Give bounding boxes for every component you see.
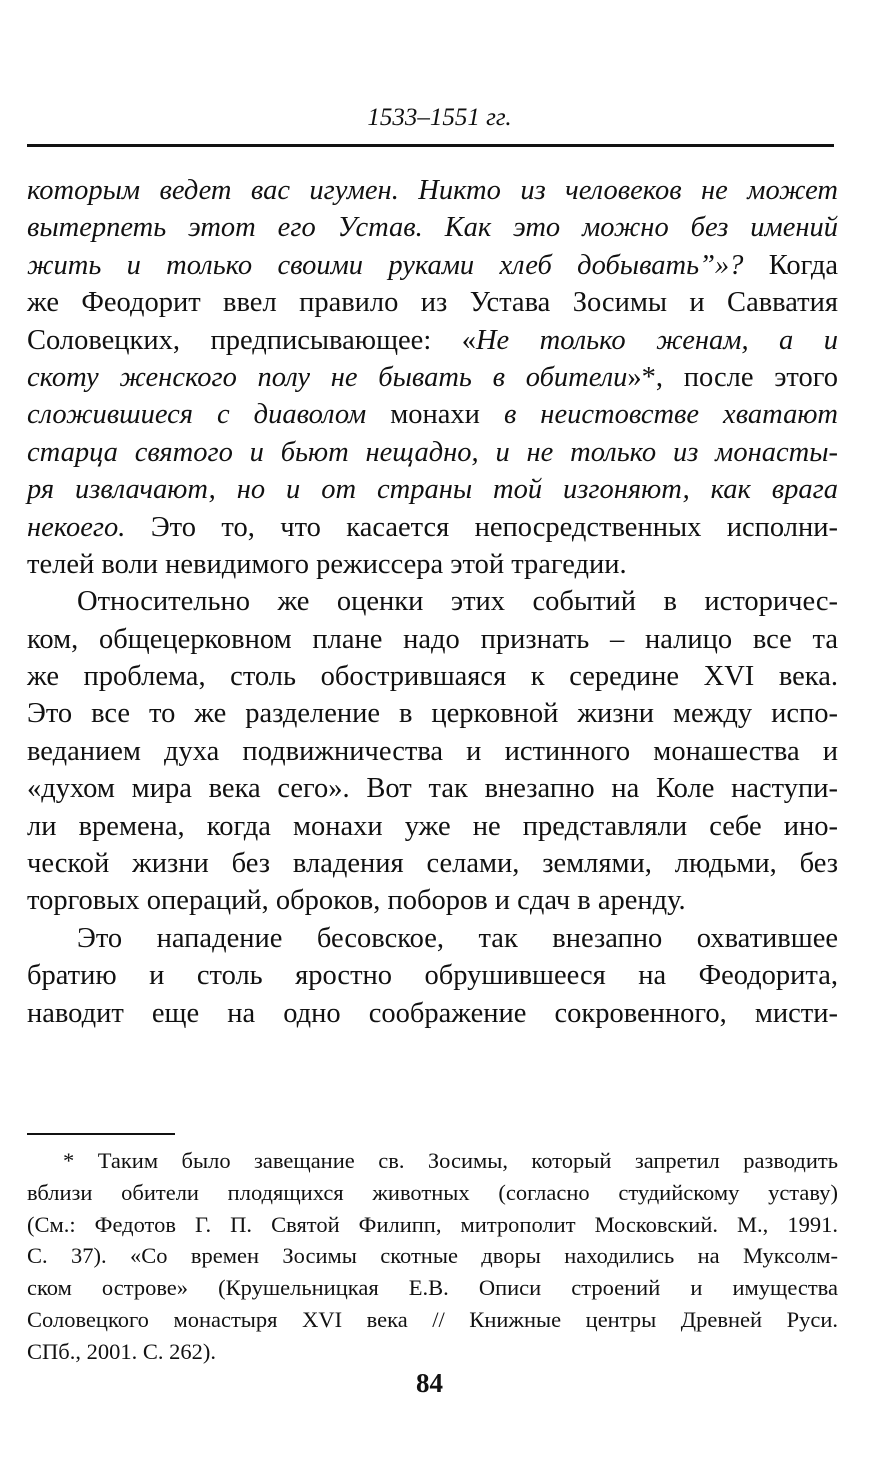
text-line	[27, 172, 838, 209]
header-rule	[27, 144, 834, 147]
text-line	[27, 770, 838, 807]
text-line	[27, 957, 838, 994]
footnote-line: Соловецкого монастыря XVI века // Книжные центры Древней Руси.	[27, 1306, 838, 1332]
text-segment: торговых операций, оброков, поборов и сдач в аренду.	[27, 885, 686, 917]
body-text	[27, 172, 838, 1032]
text-line	[27, 733, 838, 770]
text-line	[27, 209, 838, 246]
text-line	[27, 920, 838, 957]
text-segment: ли времена, когда монахи уже не представляли себе ино-	[27, 810, 838, 842]
page-number: 84	[416, 1368, 443, 1398]
text-line	[27, 882, 838, 919]
footnote-line: СПб., 2001. С. 262).	[27, 1338, 216, 1364]
text-segment: веданием духа подвижничества и истинного монашества и	[27, 735, 838, 767]
footnote-rule	[27, 1133, 175, 1135]
italic-quote-segment: в неистовстве хватают	[503, 399, 838, 431]
text-segment: монахи	[366, 399, 504, 431]
text-segment: Это нападение бесовское, так внезапно охватившее	[77, 922, 838, 954]
text-segment: наводит еще на одно соображение сокровенного, мисти-	[27, 997, 838, 1029]
footnote-line: вблизи обители плодящихся животных (согласно студийскому уставу)	[27, 1179, 838, 1205]
text-segment: ком, общецерковном плане надо признать – налицо все та	[27, 623, 838, 655]
text-line	[27, 808, 838, 845]
text-line	[27, 583, 838, 620]
text-line	[27, 509, 838, 546]
text-segment: Это все то же разделение в церковной жизни между испо-	[27, 698, 838, 730]
text-line	[27, 359, 838, 396]
text-line	[27, 284, 838, 321]
italic-quote-segment: скоту женского полу не бывать в обители	[27, 361, 628, 393]
text-line	[27, 471, 838, 508]
text-line	[27, 247, 838, 284]
text-line	[27, 695, 838, 732]
text-segment: Соловецких, предписывающее: «	[27, 324, 476, 356]
footnote-line: (См.: Федотов Г. П. Святой Филипп, митрополит Московский. М., 1991.	[27, 1211, 838, 1237]
italic-quote-segment: жить и только своими руками хлеб добывать”»?	[27, 249, 744, 281]
text-segment: Это то, что касается непосредственных исполни-	[125, 511, 838, 543]
text-segment: Когда	[743, 249, 838, 281]
italic-quote-segment: некоего.	[27, 511, 126, 543]
text-line	[27, 322, 838, 359]
text-line	[27, 845, 838, 882]
text-segment: »*, после этого	[627, 361, 838, 393]
footnote-line: * Таким было завещание св. Зосимы, который запретил разводить	[63, 1148, 838, 1173]
text-line	[27, 621, 838, 658]
text-segment: Относительно же оценки этих событий в историчес-	[77, 586, 838, 618]
footnote-line: С. 37). «Со времен Зосимы скотные дворы находились на Муксолм-	[27, 1243, 838, 1269]
text-segment: же проблема, столь обострившаяся к середине XVI века.	[27, 661, 838, 693]
footnote	[27, 1145, 838, 1368]
text-segment: телей воли невидимого режиссера этой трагедии.	[27, 548, 627, 580]
text-line	[27, 658, 838, 695]
text-segment: же Феодорит ввел правило из Устава Зосимы и Савватия	[27, 287, 838, 319]
italic-quote-segment: Не только женам, а и	[475, 324, 838, 356]
text-segment: «духом мира века сего». Вот так внезапно на Коле наступи-	[27, 773, 838, 805]
italic-quote-segment: сложившиеся с диаволом	[27, 399, 367, 431]
text-line	[27, 396, 838, 433]
running-head: 1533–1551 гг.	[367, 104, 512, 131]
text-segment: ческой жизни без владения селами, землями, людьми, без	[27, 848, 838, 880]
text-line	[27, 995, 838, 1032]
text-line	[27, 434, 838, 471]
italic-quote-segment: старца святого и бьют нещадно, и не только из монасты-	[27, 436, 838, 468]
italic-quote-segment: ря извлачают, но и от страны той изгоняют, как врага	[27, 474, 838, 506]
italic-quote-segment: вытерпеть этот его Устав. Как это можно без имений	[27, 212, 838, 244]
text-line	[27, 546, 838, 583]
italic-quote-segment: которым ведет вас игумен. Никто из человеков не может	[27, 175, 838, 206]
footnote-line: ском острове» (Крушельницкая Е.В. Описи строений и имущества	[27, 1275, 838, 1301]
text-segment: братию и столь яростно обрушившееся на Феодорита,	[27, 960, 838, 992]
